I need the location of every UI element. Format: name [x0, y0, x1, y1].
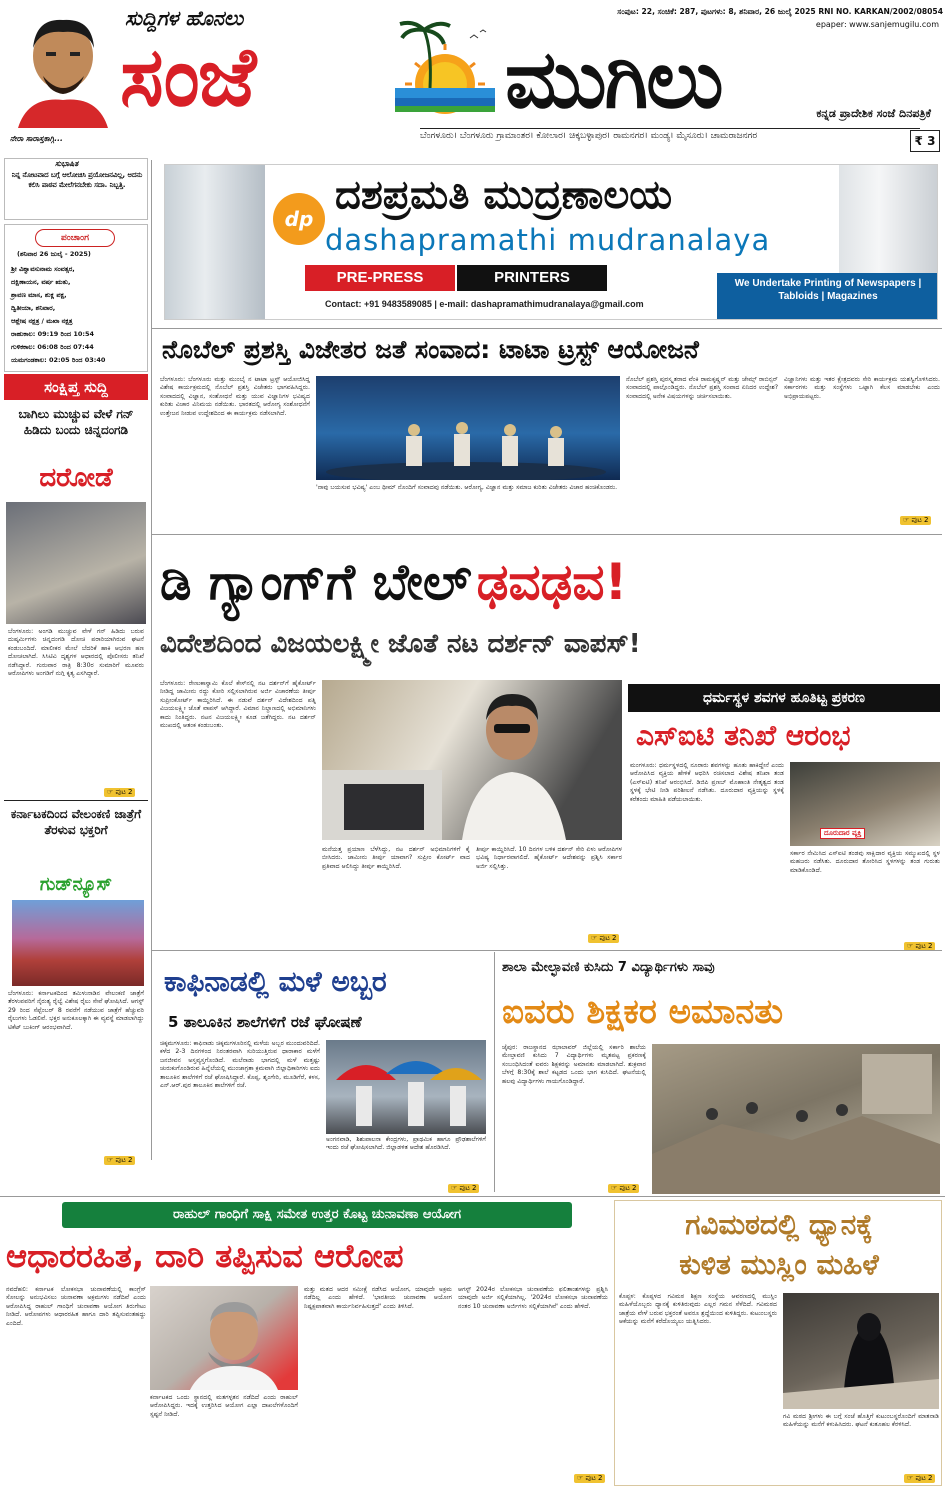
- brief-label: ಸಂಕ್ಷಿಪ್ತ ಸುದ್ದಿ: [4, 374, 148, 400]
- story2-more[interactable]: ☞ ಪುಟ 2: [588, 934, 619, 943]
- story4-subhead: 5 ತಾಲೂಕಿನ ಶಾಲೆಗಳಿಗೆ ರಜೆ ಘೋಷಣೆ: [168, 1013, 362, 1031]
- panchanga-item: ಆಶ್ಲೇಷ ನಕ್ಷತ್ರ / ಮಖಾ ನಕ್ಷತ್ರ: [11, 317, 73, 325]
- story6-headline: ಆಧಾರರಹಿತ, ದಾರಿ ತಪ್ಪಿಸುವ ಆರೋಪ: [6, 1237, 404, 1275]
- masthead-title-right: ಮುಗಿಲು: [505, 33, 722, 126]
- story2-col2: ಮನೆಯತ್ತ ಪ್ರಯಾಣ ಬೆಳೆಸಿದ್ದು, ನಟ ದರ್ಶನ್ ಅಭಿಮಾನಿಗಳಿಗೆ ಕೈ ಬೀಸಿದರು. ಜಾಮೀನು ತೀರ್ಪು ಯಾವಾಗ? ಸುಪ್ರೀಂ ಕೋರ್ಟ್ ವಾದ ಪ್ರತಿವಾದ ಆಲಿಸಿದ್ದು ತೀರ್ಪು ಕಾಯ್ದಿರಿಸಿದೆ.: [322, 846, 470, 870]
- ad-contact: Contact: +91 9483589085 | e-mail: dashapramathimudranalaya@gmail.com: [325, 299, 644, 309]
- panchanga-item: ಯಮಗಂಡಕಾಲ: 02:05 ರಿಂದ 03:40: [11, 356, 106, 364]
- story6-more-label: ಪುಟ 2: [585, 1474, 603, 1482]
- sit-photo-label: ದೂರುದಾರ ವ್ಯಕ್ತಿ: [820, 828, 865, 839]
- story6-col3: ಮತ್ತು ಮತದ ಆದರ ಸಮೀಕ್ಷೆ ನಡೆಸಿದ ಆಯೋಗ, ಯಾವುದೇ ಅಕ್ರಮ ನಡೆದಿಲ್ಲ ಎಂದು ಹೇಳಿದೆ. 'ಭಾರತೀಯ ಚುನಾವಣಾ ಆಯೋಗ ನಿಷ್ಪಕ್ಷಪಾತವಾಗಿ ಕಾರ್ಯನಿರ್ವಹಿಸುತ್ತದೆ' ಎಂದು ತಿಳಿಸಿದೆ.: [304, 1286, 452, 1310]
- story6-col2: ಕರ್ನಾಟಕದ ಒಂದು ಸ್ಥಾನದಲ್ಲಿ ಮತಗಳ್ಳತನ ನಡೆದಿದೆ ಎಂದು ರಾಹುಲ್ ಆರೋಪಿಸಿದ್ದರು. ಇದಕ್ಕೆ ಉತ್ತರಿಸಿದ ಆಯೋಗ ಎಲ್ಲಾ ದಾಖಲೆಗಳೊಂದಿಗೆ ಸ್ಪಷ್ಟನೆ ನೀಡಿದೆ.: [150, 1394, 298, 1418]
- subhashita-label: ಸುಭಾಷಿತ: [55, 159, 79, 168]
- brief2-body: ಬೆಂಗಳೂರು: ಕರ್ನಾಟಕದಿಂದ ತಮಿಳುನಾಡಿನ ವೇಲಂಕಣಿ ಜಾತ್ರೆಗೆ ತೆರಳುವವರಿಗೆ ನೈರುತ್ಯ ರೈಲ್ವೆ ವಿಶೇಷ ರೈಲು ಸೇವೆ ಘೋಷಿಸಿದೆ. ಆಗಸ್ಟ್ 29 ರಿಂದ ಸೆಪ್ಟೆಂಬರ್ 8 ರವರೆಗೆ ನಡೆಯುವ ಜಾತ್ರೆಗೆ ಹೆಚ್ಚುವರಿ ರೈಲುಗಳು ಓಡಲಿವೆ. ಭಕ್ತರ ಅನುಕೂಲಕ್ಕಾಗಿ ಈ ವ್ಯವಸ್ಥೆ ಮಾಡಲಾಗಿದ್ದು ಟಿಕೆಟ್ ಬುಕಿಂಗ್ ಆರಂಭವಾಗಿದೆ.: [8, 990, 144, 1031]
- gavimath-photo: [783, 1293, 939, 1409]
- story2-subhead: ವಿದೇಶದಿಂದ ವಿಜಯಲಕ್ಷ್ಮೀ ಜೊತೆ ನಟ ದರ್ಶನ್ ವಾಪಸ್!: [160, 629, 641, 659]
- subhashita-text: ನಿನ್ನ ನೋಟವಾದ ಬಗ್ಗೆ ಆಲೋಚಿಸಿ ಪ್ರಯೋಜನವಿಲ್ಲ, ಅದನು ಕಲಿಸಿ ಪಾಠವ ಮೇಲೆಗನಬೇಕು ಸದಾ. ನಿಬ್ಬತ್ತಿ.: [11, 171, 143, 189]
- story4-more[interactable]: ☞ ಪುಟ 2: [448, 1184, 479, 1193]
- story2-headline: [160, 542, 940, 622]
- story4-body: ಚಿಕ್ಕಮಗಳೂರು: ಕಾಫಿನಾಡು ಚಿಕ್ಕಮಗಳೂರಿನಲ್ಲಿ ಮಳೆಯ ಅಬ್ಬರ ಮುಂದುವರಿದಿದೆ. ಕಳೆದ 2-3 ದಿನಗಳಿಂದ ನಿರಂತರವಾಗಿ ಸುರಿಯುತ್ತಿರುವ ಧಾರಾಕಾರ ಮಳೆಗೆ ಜನಜೀವನ ಅಸ್ತವ್ಯಸ್ತಗೊಂಡಿದೆ. ಮಲೆನಾಡು ಭಾಗದಲ್ಲಿ ಮಳೆ ಮತ್ತಷ್ಟು ಚುರುಕುಗೊಂಡಿರುವ ಹಿನ್ನೆಲೆಯಲ್ಲಿ ಮುಂಜಾಗ್ರತಾ ಕ್ರಮವಾಗಿ ಜಿಲ್ಲಾಧಿಕಾರಿಗಳು ಐದು ತಾಲೂಕಿನ ಶಾಲೆಗಳಿಗೆ ರಜೆ ಘೋಷಿಸಿದ್ದಾರೆ. ಕೊಪ್ಪ, ಶೃಂಗೇರಿ, ಮೂಡಿಗೆರೆ, ಕಳಸ, ಎನ್.ಆರ್.ಪುರ ತಾಲೂಕಿನ ಶಾಲೆಗಳಿಗೆ ರಜೆ.: [160, 1040, 320, 1090]
- masthead-divider: [420, 128, 920, 129]
- story6-top-rule: [0, 1196, 945, 1197]
- story2-headline-a: ಡಿ ಗ್ಯಾಂಗ್‌ಗೆ ಬೇಲ್: [160, 553, 472, 611]
- story1-more[interactable]: ☞ ಪುಟ 2: [900, 516, 931, 525]
- story3-kicker: ಧರ್ಮಸ್ಥಳ ಶವಗಳ ಹೂತಿಟ್ಟ ಪ್ರಕರಣ: [628, 684, 940, 712]
- panchanga-item: ಗುಳಿಕಕಾಲ: 06:08 ರಿಂದ 07:44: [11, 343, 94, 351]
- panchanga-box: [4, 224, 148, 372]
- ad-machine-left: [165, 165, 265, 320]
- story5-more-label: ಪುಟ 2: [619, 1184, 637, 1192]
- panchanga-item: ದ್ವಿತೀಯಾ, ಶನಿವಾರ,: [11, 304, 56, 312]
- panchanga-item: ದಕ್ಷಿಣಾಯನ, ವರ್ಷ ಋತು,: [11, 278, 71, 286]
- ad-machine-right: [839, 165, 938, 275]
- panchanga-date: (ಶನಿವಾರ 26 ಜುಲೈ - 2025): [17, 250, 91, 258]
- story7-more[interactable]: ☞ ಪುಟ 2: [904, 1474, 935, 1483]
- story4-headline: ಕಾಫಿನಾಡಲ್ಲಿ ಮಳೆ ಅಬ್ಬರ: [164, 965, 387, 998]
- story5-more[interactable]: ☞ ಪುಟ 2: [608, 1184, 639, 1193]
- masthead-tagline: ಸುದ್ದಿಗಳ ಹೊನಲು: [125, 6, 244, 30]
- issue-line: [563, 7, 943, 17]
- panchanga-item: ಶ್ರಾವಣ ಮಾಸ, ಶುಕ್ಲ ಪಕ್ಷ,: [11, 291, 67, 299]
- story7-col1: ಕೊಪ್ಪಳ: ಕೊಪ್ಪಳದ ಗವಿಮಠ ಶಿಕ್ಷಣ ಸಂಸ್ಥೆಯ ಆವರಣದಲ್ಲಿ ಮುಸ್ಲಿಂ ಮಹಿಳೆಯೊಬ್ಬರು ಧ್ಯಾನಕ್ಕೆ ಕುಳಿತಿರುವುದು ಎಲ್ಲರ ಗಮನ ಸೆಳೆದಿದೆ. ಗವಿಮಠದ ಜಾತ್ರೆಯ ವೇಳೆ ಬರುವ ಭಕ್ತರಂತೆ ಅವರೂ ಶ್ರದ್ಧೆಯಿಂದ ಕುಳಿತಿದ್ದರು. ಕುಟುಂಬಸ್ಥರು ಆಕೆಯನ್ನು ಮನೆಗೆ ಕರೆದೊಯ್ಯಲು ಯತ್ನಿಸಿದರು.: [619, 1293, 777, 1326]
- brief1-big: ದರೋಡೆ: [39, 463, 113, 493]
- brief2-head: ಕರ್ನಾಟಕದಿಂದ ವೇಲಂಕಣಿ ಜಾತ್ರೆಗೆ ತೆರಳುವ ಭಕ್ತರಿಗೆ: [10, 807, 142, 837]
- story5-divider: [494, 952, 495, 1192]
- ad-tag-printers: PRINTERS: [457, 265, 607, 291]
- editor-photo: [8, 8, 118, 128]
- panchanga-item: ರಾಹುಕಾಲ: 09:19 ರಿಂದ 10:54: [11, 330, 95, 338]
- ad-banner[interactable]: [164, 164, 938, 320]
- story3-body: ಮಂಗಳೂರು: ಧರ್ಮಸ್ಥಳದಲ್ಲಿ ನೂರಾರು ಶವಗಳನ್ನು ಹೂತು ಹಾಕಿದ್ದೇನೆ ಎಂದು ಆರೋಪಿಸಿದ ವ್ಯಕ್ತಿಯ ಹೇಳಿಕೆ ಆಧರಿಸಿ ರಚಿಸಲಾದ ವಿಶೇಷ ತನಿಖಾ ತಂಡ (ಎಸ್‌ಐಟಿ) ತನಿಖೆ ಆರಂಭಿಸಿದೆ. ಡಿಜಿಪಿ ಪ್ರಣಬ್ ಮೊಹಾಂತಿ ನೇತೃತ್ವದ ತಂಡ ಸ್ಥಳಕ್ಕೆ ಭೇಟಿ ನೀಡಿ ಪರಿಶೀಲನೆ ನಡೆಸಿತು. ದೂರುದಾರ ವ್ಯಕ್ತಿಯನ್ನು ಸ್ಥಳಕ್ಕೆ ಕರೆತಂದು ಮಾಹಿತಿ ಪಡೆಯಲಾಯಿತು.: [630, 762, 784, 803]
- sidebar: [4, 158, 148, 1158]
- masthead: [0, 0, 945, 160]
- ad-logo-text: dp: [284, 207, 314, 231]
- story1-more-label: ಪುಟ 2: [911, 516, 929, 524]
- brief1-more[interactable]: ☞ ಪುಟ 2: [104, 788, 135, 797]
- epaper-link[interactable]: epaper: www.sanjemugilu.com: [815, 20, 939, 29]
- ad-title-en: dashapramathi mudranalaya: [325, 223, 771, 257]
- collapse-photo: [652, 1044, 940, 1194]
- robbery-photo: [6, 502, 146, 624]
- story1-top-rule: [152, 328, 942, 329]
- panchanga-item: ಶ್ರೀ ವಿಶ್ವಾವಸುನಾಮ ಸಂವತ್ಸರ,: [11, 265, 75, 273]
- brief-divider: [4, 800, 148, 801]
- story3-body2: ಸರ್ಕಾರ ನೇಮಿಸಿದ ಎಸ್‌ಐಟಿ ತಂಡವು ಸಾಕ್ಷಿದಾರ ವ್ಯಕ್ತಿಯ ಸಮ್ಮುಖದಲ್ಲಿ ಸ್ಥಳ ಮಹಜರು ನಡೆಸಿತು. ದೂರುದಾರ ತೋರಿಸಿದ ಸ್ಥಳಗಳನ್ನು ತಂಡ ಗುರುತು ಮಾಡಿಕೊಂಡಿದೆ.: [790, 850, 940, 874]
- price-badge: [910, 130, 940, 152]
- story4-top-rule: [152, 950, 942, 951]
- story1-col1: ಬೆಂಗಳೂರು: ಬೆಂಗಳೂರು ಮತ್ತು ಮುಂಬೈ ನ ಟಾಟಾ ಟ್ರಸ್ಟ್ ಆಯೋಜಿಸಿದ್ದ ವಿಶೇಷ ಕಾರ್ಯಕ್ರಮದಲ್ಲಿ ನೊಬೆಲ್ ಪ್ರಶಸ್ತಿ ವಿಜೇತರು ಭಾಗವಹಿಸಿದ್ದರು. ಸಂವಾದದಲ್ಲಿ ವಿಜ್ಞಾನ, ಸಂಶೋಧನೆ ಮತ್ತು ಯುವ ವಿಜ್ಞಾನಿಗಳ ಭವಿಷ್ಯದ ಕುರಿತು ವಿಚಾರ ವಿನಿಮಯ ನಡೆಯಿತು. ಭಾರತದಲ್ಲಿ ಆರೋಗ್ಯ ಸಂಶೋಧನೆಗೆ ಉತ್ತೇಜನ ನೀಡುವ ಉದ್ದೇಶದಿಂದ ಈ ಕಾರ್ಯಕ್ರಮ ನಡೆಸಲಾಗಿದೆ.: [160, 376, 310, 417]
- masthead-title-left: ಸಂಜೆ: [120, 30, 255, 125]
- subhashita-box: [4, 158, 148, 220]
- sunset-logo: [390, 18, 500, 116]
- story1-headline: ನೊಬೆಲ್ ಪ್ರಶಸ್ತಿ ವಿಜೇತರ ಜತೆ ಸಂವಾದ: ಟಾಟಾ ಟ್ರಸ್ಟ್ ಆಯೋಜನೆ: [162, 335, 699, 364]
- story6-kicker: ರಾಹುಲ್ ಗಾಂಧಿಗೆ ಸಾಕ್ಷಿ ಸಮೇತ ಉತ್ತರ ಕೊಟ್ಟ ಚುನಾವಣಾ ಆಯೋಗ: [62, 1202, 572, 1228]
- story2-col1: ಬೆಂಗಳೂರು: ರೇಣುಕಾಸ್ವಾಮಿ ಕೊಲೆ ಕೇಸ್‌ನಲ್ಲಿ ನಟ ದರ್ಶನ್‌ಗೆ ಹೈಕೋರ್ಟ್ ನೀಡಿದ್ದ ಜಾಮೀನು ರದ್ದು ಕೋರಿ ಸಲ್ಲಿಸಲಾಗಿರುವ ಅರ್ಜಿ ವಿಚಾರಣೆಯ ತೀರ್ಪು ಸುಪ್ರೀಂಕೋರ್ಟ್ ಕಾಯ್ದಿರಿಸಿದೆ. ಈ ನಡುವೆ ದರ್ಶನ್ ವಿದೇಶದಿಂದ ಪತ್ನಿ ವಿಜಯಲಕ್ಷ್ಮೀ ಜೊತೆ ವಾಪಸ್ ಆಗಿದ್ದಾರೆ. ವಿಮಾನ ನಿಲ್ದಾಣದಲ್ಲಿ ಅಭಿಮಾನಿಗಳು ಕಾದು ನಿಂತಿದ್ದರು. ನಟನ ವಿಜಯಲಕ್ಷ್ಮೀ ಕೂಡ ಜತೆಗಿದ್ದರು. ನಟ ದರ್ಶನ್ ಮುಖದಲ್ಲಿ ಆತಂಕ ಕಂಡುಬಂತು.: [160, 680, 316, 730]
- rahul-photo: [150, 1286, 298, 1390]
- panchanga-list: [11, 263, 147, 367]
- darshan-photo: [322, 680, 622, 840]
- rain-photo: [326, 1040, 486, 1134]
- brief1-body: ಬೆಂಗಳೂರು: ಅಂಗಡಿ ಮುಚ್ಚುವ ವೇಳೆ ಗನ್ ಹಿಡಿದು ಬರುವ ದುಷ್ಕರ್ಮಿಗಳು ಚಿನ್ನದಂಗಡಿ ದೋಚಿ ಪರಾರಿಯಾಗಿರುವ ಘಟನೆ ಕಂಡುಬಂದಿದೆ. ಮಾಲೀಕರ ಮೇಲೆ ಬೆದರಿಕೆ ಹಾಕಿ ಆಭರಣ ಹಣ ದೋಚಲಾಗಿದೆ. ಸಿಸಿಟಿವಿ ದೃಶ್ಯಗಳ ಆಧಾರದಲ್ಲಿ ಪೊಲೀಸರು ತನಿಖೆ ನಡೆಸಿದ್ದಾರೆ. ಗುರುವಾರ ರಾತ್ರಿ 8:30ರ ಸುಮಾರಿಗೆ ಮೂವರು ಆರೋಪಿಗಳು ಅಂಗಡಿಗೆ ನುಗ್ಗಿ ಕೃತ್ಯ ಎಸಗಿದ್ದಾರೆ.: [8, 628, 144, 678]
- story7-headline1: ಗವಿಮಠದಲ್ಲಿ ಧ್ಯಾನಕ್ಕೆ: [685, 1208, 873, 1241]
- editor-caption: ನೇರಾ ಸಾರಾಸ್ತಕಾಗ್ಗಿ...: [10, 134, 63, 143]
- brief2-big: ಗುಡ್‌ನ್ಯೂಸ್: [39, 874, 113, 895]
- ad-title-kn: ದಶಪ್ರಮತಿ ಮುದ್ರಣಾಲಯ: [335, 172, 673, 218]
- story6-col1: ನವದೆಹಲಿ: ಕರ್ನಾಟಕ ಲೋಕಸಭಾ ಚುನಾವಣೆಯಲ್ಲಿ ಕಾಂಗ್ರೆಸ್ ಸೋಲನ್ನು ಅನುಭವಿಸಲು ಚುನಾವಣಾ ಅಕ್ರಮಗಳು ನಡೆದಿವೆ ಎಂದು ಆರೋಪಿಸಿದ್ದ ರಾಹುಲ್ ಗಾಂಧಿಗೆ ಚುನಾವಣಾ ಆಯೋಗ ತಿರುಗೇಟು ನೀಡಿದೆ. ಆರೋಪಗಳು ಆಧಾರರಹಿತ ಹಾಗೂ ದಾರಿ ತಪ್ಪಿಸುವಂತಹದ್ದು ಎಂದಿದೆ.: [6, 1286, 146, 1327]
- masthead-subtitle: ಕನ್ನಡ ಪ್ರಾದೇಶಿಕ ಸಂಜೆ ದಿನಪತ್ರಿಕೆ: [816, 107, 931, 120]
- price-text: ₹ 3: [914, 134, 936, 148]
- story4-caption: ಅಂಗನವಾಡಿ, ಶಿಶುಪಾಲನಾ ಕೇಂದ್ರಗಳು, ಪ್ರಾಥಮಿಕ ಹಾಗೂ ಪ್ರೌಢಶಾಲೆಗಳಿಗೆ ಇಂದು ರಜೆ ಘೋಷಿಸಲಾಗಿದೆ. ಜಿಲ್ಲಾಡಳಿತ ಆದೇಶ ಹೊರಡಿಸಿದೆ.: [326, 1136, 486, 1152]
- rni-number: RNI NO. KARKAN/2002/08054: [818, 7, 943, 16]
- ad-logo: [273, 193, 325, 245]
- story2-col3: ತೀರ್ಪು ಕಾಯ್ದಿರಿಸಿದೆ. 10 ದಿನಗಳ ಬಳಿಕ ದರ್ಶನ್ ಸೇರಿ ಏಳು ಆರೋಪಿಗಳ ಭವಿಷ್ಯ ನಿರ್ಧಾರವಾಗಲಿದೆ. ಹೈಕೋರ್ಟ್ ಆದೇಶವನ್ನು ಪ್ರಶ್ನಿಸಿ ಸರ್ಕಾರ ಅರ್ಜಿ ಸಲ್ಲಿಸಿತ್ತು.: [476, 846, 622, 870]
- story6-col4: ಆಗಸ್ಟ್ 2024ರ ಲೋಕಸಭಾ ಚುನಾವಣೆಯ ಫಲಿತಾಂಶಗಳನ್ನು ಪ್ರಶ್ನಿಸಿ ಯಾವುದೇ ಅರ್ಜಿ ಸಲ್ಲಿಕೆಯಾಗಿಲ್ಲ. '2024ರ ಲೋಕಸಭಾ ಚುನಾವಣೆಯ ನಂತರ 10 ಚುನಾವಣಾ ಅರ್ಜಿಗಳು ಸಲ್ಲಿಕೆಯಾಗಿವೆ' ಎಂದು ಹೇಳಿದೆ.: [458, 1286, 608, 1310]
- story1-col3: ನೊಬೆಲ್ ಪ್ರಶಸ್ತಿ ಪುರಸ್ಕೃತರಾದ ವೆಂಕಿ ರಾಮಕೃಷ್ಣನ್ ಮತ್ತು ಜೇಮ್ಸ್ ರಾಬಿನ್ಸನ್ ಸಂವಾದದಲ್ಲಿ ಪಾಲ್ಗೊಂಡಿದ್ದರು. ನೊಬೆಲ್ ಪ್ರಶಸ್ತಿ ಸಂವಾದ ಏನಿದರ ಉದ್ದೇಶ? ಸಂವಾದದಲ್ಲಿ ಅನೇಕ ವಿಷಯಗಳನ್ನು ಚರ್ಚಿಸಲಾಯಿತು.: [626, 376, 778, 400]
- sidebar-divider: [151, 160, 152, 1160]
- story3-more[interactable]: ☞ ಪುಟ 2: [904, 942, 935, 951]
- story2-top-rule: [152, 534, 942, 535]
- story3-headline: ಎಸ್‌ಐಟಿ ತನಿಖೆ ಆರಂಭ: [636, 719, 851, 752]
- regions-line: ಬೆಂಗಳೂರು। ಬೆಂಗಳೂರು ಗ್ರಾಮಾಂತರ। ಕೋಲಾರ। ಚಿಕ್ಕಬಳ್ಳಾಪುರ। ರಾಮನಗರ। ಮಂಡ್ಯ। ಮೈಸೂರು। ಚಾಮರಾಜನಗರ: [420, 131, 758, 141]
- story5-headline: ಐವರು ಶಿಕ್ಷಕರ ಅಮಾನತು: [502, 992, 784, 1032]
- nobel-stage-photo: [316, 376, 620, 480]
- story7-box: [614, 1200, 942, 1486]
- story5-kicker: ಶಾಲಾ ಮೇಲ್ಛಾವಣಿ ಕುಸಿದು 7 ವಿದ್ಯಾರ್ಥಿಗಳು ಸಾವು: [502, 960, 715, 975]
- story1-caption: 'ನಾವು ಬಯಸುವ ಭವಿಷ್ಯ' ಎಂಬ ಥೀಮ್ ನೊಂದಿಗೆ ಸಂವಾದವು ನಡೆಯಿತು. ಆರೋಗ್ಯ, ವಿಜ್ಞಾನ ಮತ್ತು ಸಮಾಜ ಕುರಿತು ವಿಜೇತರು ವಿಚಾರ ಹಂಚಿಕೊಂಡರು.: [316, 484, 618, 491]
- story6-more[interactable]: ☞ ಪುಟ 2: [574, 1474, 605, 1483]
- story7-col2: ಗವಿ ಮಠದ ಶ್ರೀಗಳು ಈ ಬಗ್ಗೆ ಸಂಜೆ ಹೊತ್ತಿಗೆ ಕುಟುಂಬಸ್ಥರೊಂದಿಗೆ ಮಾತನಾಡಿ ಮಹಿಳೆಯನ್ನು ಮನೆಗೆ ಕಳುಹಿಸಿದರು. ಘಟನೆ ಕುತೂಹಲ ಕೆರಳಿಸಿದೆ.: [783, 1413, 939, 1429]
- story4-more-label: ಪುಟ 2: [459, 1184, 477, 1192]
- story7-more-label: ಪುಟ 2: [915, 1474, 933, 1482]
- ad-tag-prepress: PRE-PRESS: [305, 265, 455, 291]
- story2-headline-b: ಢವಢವ!: [476, 553, 628, 611]
- story5-body: ಜೈಪುರ: ರಾಜಸ್ಥಾನದ ಝಾಲಾವರ್ ಜಿಲ್ಲೆಯಲ್ಲಿ ಸರ್ಕಾರಿ ಶಾಲೆಯ ಮೇಲ್ಛಾವಣಿ ಕುಸಿದು 7 ವಿದ್ಯಾರ್ಥಿಗಳು ಮೃತಪಟ್ಟ ಪ್ರಕರಣಕ್ಕೆ ಸಂಬಂಧಿಸಿದಂತೆ ಐವರು ಶಿಕ್ಷಕರನ್ನು ಅಮಾನತು ಮಾಡಲಾಗಿದೆ. ಶುಕ್ರವಾರ ಬೆಳಗ್ಗೆ 8:30ಕ್ಕೆ ಶಾಲೆ ಕಟ್ಟಡದ ಒಂದು ಭಾಗ ಕುಸಿದಿದೆ. ಘಟನೆಯಲ್ಲಿ ಹಲವು ವಿದ್ಯಾರ್ಥಿಗಳು ಗಾಯಗೊಂಡಿದ್ದಾರೆ.: [502, 1044, 646, 1085]
- story1-col4: ವಿಜ್ಞಾನಿಗಳು ಮತ್ತು ಇತರ ಕ್ಷೇತ್ರದವರು ಸೇರಿ ಕಾರ್ಯಕ್ರಮ ಯಶಸ್ವಿಗೊಳಿಸಿದರು. ಸರ್ಕಾರಗಳು ಮತ್ತು ಸಂಸ್ಥೆಗಳು ಒಟ್ಟಾಗಿ ಕೆಲಸ ಮಾಡಬೇಕು ಎಂದು ಅಭಿಪ್ರಾಯಪಟ್ಟರು.: [784, 376, 940, 400]
- story2-more-label: ಪುಟ 2: [599, 934, 617, 942]
- issue-info: ಸಂಪುಟ: 22, ಸಂಚಿಕೆ: 287, ಪುಟಗಳು: 8, ಶನಿವಾರ, 26 ಜುಲೈ 2025: [617, 7, 816, 16]
- story7-headline2: ಕುಳಿತ ಮುಸ್ಲಿಂ ಮಹಿಳೆ: [679, 1248, 879, 1281]
- brief2-more[interactable]: ☞ ಪುಟ 2: [104, 1156, 135, 1165]
- sit-photo: [790, 762, 940, 846]
- ad-right-box: We Undertake Printing of Newspapers | Tabloids | Magazines: [717, 273, 938, 320]
- train-photo: [12, 900, 144, 986]
- story3-more-label: ಪುಟ 2: [915, 942, 933, 950]
- brief1-head: ಬಾಗಿಲು ಮುಚ್ಚುವ ವೇಳೆ ಗನ್ ಹಿಡಿದು ಬಂದು ಚಿನ್ನದಂಗಡಿ: [18, 407, 134, 437]
- panchanga-label: ಪಂಚಾಂಗ: [35, 229, 115, 247]
